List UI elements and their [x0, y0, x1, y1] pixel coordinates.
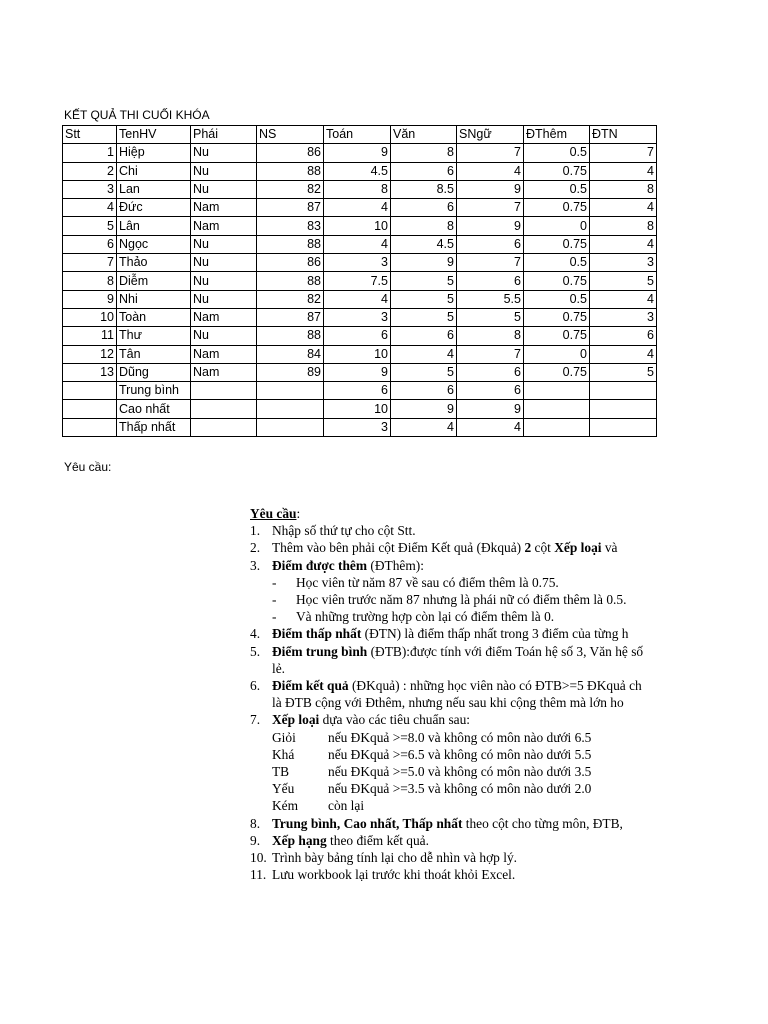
table-cell[interactable]: 5	[391, 290, 457, 308]
requirement-line	[250, 677, 657, 694]
grade-name: TB	[272, 764, 290, 780]
table-cell[interactable]: 4	[590, 235, 657, 253]
table-cell[interactable]: 0.75	[524, 235, 590, 253]
table-cell[interactable]: 6	[391, 199, 457, 217]
summary-cell-toan[interactable]: 10	[324, 400, 391, 418]
table-cell[interactable]: 82	[257, 180, 324, 198]
requirement-line	[250, 660, 657, 677]
table-cell[interactable]: 9	[457, 180, 524, 198]
table-cell[interactable]: 8	[457, 327, 524, 345]
summary-cell-empty[interactable]	[524, 382, 590, 400]
table-row	[63, 290, 657, 308]
table-cell[interactable]: 3	[590, 254, 657, 272]
requirement-line	[250, 763, 657, 780]
table-cell[interactable]: Diễm	[117, 272, 191, 290]
grade-name: Giỏi	[272, 729, 296, 745]
summary-cell-empty[interactable]	[63, 382, 117, 400]
table-cell[interactable]: 10	[324, 345, 391, 363]
requirement-dash: -	[272, 609, 277, 625]
requirement-text: và	[601, 540, 618, 556]
table-cell[interactable]: 8	[324, 180, 391, 198]
requirement-line	[250, 557, 657, 574]
requirement-line	[250, 591, 657, 608]
table-cell[interactable]: Lân	[117, 217, 191, 235]
table-cell[interactable]: Nu	[191, 180, 257, 198]
table-cell[interactable]: 7	[63, 254, 117, 272]
table-cell[interactable]: 13	[63, 363, 117, 381]
table-cell[interactable]: 5	[590, 363, 657, 381]
table-cell[interactable]: Hiệp	[117, 144, 191, 162]
table-row	[63, 272, 657, 290]
requirement-number: 1.	[250, 523, 261, 539]
table-cell[interactable]: 8.5	[391, 180, 457, 198]
table-cell[interactable]: 6	[457, 363, 524, 381]
header-van[interactable]: Văn	[391, 126, 457, 144]
table-cell[interactable]: 6	[590, 327, 657, 345]
table-cell[interactable]: 8	[391, 217, 457, 235]
requirements-heading-colon: :	[296, 506, 301, 521]
requirement-text: theo điểm kết quả.	[326, 832, 429, 848]
table-cell[interactable]: 10	[63, 308, 117, 326]
table-cell[interactable]: 9	[63, 290, 117, 308]
table-row	[63, 363, 657, 381]
requirement-number: 8.	[250, 815, 261, 831]
requirement-text: Lưu workbook lại trước khi thoát khỏi Excel.	[272, 867, 516, 883]
table-cell[interactable]: 7	[457, 199, 524, 217]
table-cell[interactable]: 5	[391, 272, 457, 290]
results-table	[62, 125, 657, 437]
table-cell[interactable]: 0.5	[524, 290, 590, 308]
table-cell[interactable]: 10	[324, 217, 391, 235]
table-cell[interactable]: Nhi	[117, 290, 191, 308]
table-row	[63, 308, 657, 326]
requirement-bold-text: Xếp hạng	[272, 832, 327, 848]
requirement-text: Học viên từ năm 87 về sau có điểm thêm là 0.75.	[296, 574, 559, 590]
table-cell[interactable]: 6	[391, 162, 457, 180]
header-stt[interactable]: Stt	[63, 126, 117, 144]
table-cell[interactable]: 4	[63, 199, 117, 217]
table-cell[interactable]: 4	[590, 345, 657, 363]
requirement-bold-text: 2	[524, 540, 532, 556]
summary-cell-van[interactable]: 4	[391, 418, 457, 436]
summary-cell-empty[interactable]	[257, 418, 324, 436]
table-row	[63, 254, 657, 272]
table-cell[interactable]: 4	[457, 162, 524, 180]
table-cell[interactable]: 12	[63, 345, 117, 363]
summary-cell-label[interactable]: Trung bình	[117, 382, 191, 400]
table-cell[interactable]: 9	[324, 144, 391, 162]
table-cell[interactable]: Toàn	[117, 308, 191, 326]
summary-cell-empty[interactable]	[63, 400, 117, 418]
table-cell[interactable]: 87	[257, 308, 324, 326]
table-cell[interactable]: 5.5	[457, 290, 524, 308]
requirement-line	[250, 608, 657, 625]
header-toan[interactable]: Toán	[324, 126, 391, 144]
summary-cell-van[interactable]: 9	[391, 400, 457, 418]
table-cell[interactable]: 6	[324, 327, 391, 345]
requirement-line	[250, 797, 657, 814]
grade-name: Kém	[272, 798, 299, 814]
table-body	[63, 144, 657, 382]
grade-name: Yếu	[272, 781, 295, 797]
table-cell[interactable]: Nam	[191, 308, 257, 326]
header-sngu[interactable]: SNgữ	[457, 126, 524, 144]
requirement-number: 2.	[250, 540, 261, 556]
requirement-line	[250, 574, 657, 591]
header-phai[interactable]: Phái	[191, 126, 257, 144]
table-cell[interactable]: 8	[63, 272, 117, 290]
table-cell[interactable]: 88	[257, 162, 324, 180]
table-cell[interactable]: Dũng	[117, 363, 191, 381]
table-cell[interactable]: 6	[457, 272, 524, 290]
requirement-number: 9.	[250, 832, 261, 848]
table-cell[interactable]: 7	[457, 254, 524, 272]
table-cell[interactable]: 4	[590, 199, 657, 217]
table-cell[interactable]: 0	[524, 217, 590, 235]
table-cell[interactable]: 3	[324, 308, 391, 326]
header-tenhv[interactable]: TenHV	[117, 126, 191, 144]
table-row	[63, 144, 657, 162]
requirement-text: (ĐKquả) : những học viên nào có ĐTB>=5 ĐKquả ch	[348, 678, 642, 694]
requirement-line	[250, 729, 657, 746]
table-cell[interactable]: 88	[257, 327, 324, 345]
table-cell[interactable]: 2	[63, 162, 117, 180]
table-cell[interactable]: 86	[257, 144, 324, 162]
table-cell[interactable]: 11	[63, 327, 117, 345]
table-cell[interactable]: 3	[63, 180, 117, 198]
table-cell[interactable]: Nu	[191, 235, 257, 253]
table-row	[63, 235, 657, 253]
requirement-text: Trình bày bảng tính lại cho dễ nhìn và hợp lý.	[272, 850, 517, 866]
table-cell[interactable]: 0	[524, 345, 590, 363]
table-cell[interactable]: Nu	[191, 162, 257, 180]
summary-cell-toan[interactable]: 6	[324, 382, 391, 400]
table-cell[interactable]: 4.5	[324, 162, 391, 180]
summary-row	[63, 400, 657, 418]
table-cell[interactable]: 9	[457, 217, 524, 235]
requirement-line	[250, 522, 657, 539]
sheet-title: KẾT QUẢ THI CUỐI KHÓA	[64, 108, 210, 122]
table-cell[interactable]: 0.5	[524, 180, 590, 198]
summary-cell-empty[interactable]	[524, 400, 590, 418]
requirement-text: nếu ĐKquả >=8.0 và không có môn nào dưới 6.5	[328, 729, 592, 745]
table-cell[interactable]: Lan	[117, 180, 191, 198]
table-cell[interactable]: 1	[63, 144, 117, 162]
table-row	[63, 199, 657, 217]
table-cell[interactable]: 82	[257, 290, 324, 308]
table-cell[interactable]: 3	[324, 254, 391, 272]
requirement-text: nếu ĐKquả >=6.5 và không có môn nào dưới 5.5	[328, 746, 592, 762]
requirement-text: là ĐTB cộng với Đthêm, nhưng nếu sau khi cộng thêm mà lớn ho	[272, 695, 624, 711]
summary-cell-empty[interactable]	[524, 418, 590, 436]
requirement-line	[250, 832, 657, 849]
table-cell[interactable]: Nu	[191, 327, 257, 345]
requirement-text: nếu ĐKquả >=3.5 và không có môn nào dưới 2.0	[328, 781, 592, 797]
table-cell[interactable]: 83	[257, 217, 324, 235]
summary-cell-label[interactable]: Thấp nhất	[117, 418, 191, 436]
table-cell[interactable]: 7	[457, 345, 524, 363]
table-cell[interactable]: Đức	[117, 199, 191, 217]
summary-cell-sngu[interactable]: 6	[457, 382, 524, 400]
requirement-number: 4.	[250, 626, 261, 642]
summary-cell-label[interactable]: Cao nhất	[117, 400, 191, 418]
requirement-bold-text: Trung bình, Cao nhất, Thấp nhất	[272, 815, 463, 831]
summary-cell-empty[interactable]	[590, 400, 657, 418]
table-cell[interactable]: 88	[257, 235, 324, 253]
table-row	[63, 162, 657, 180]
requirements-heading: Yêu cầu	[250, 506, 297, 521]
requirement-line	[250, 866, 657, 883]
table-cell[interactable]: 0.5	[524, 144, 590, 162]
table-row	[63, 217, 657, 235]
table-cell[interactable]: 5	[391, 308, 457, 326]
summary-cell-van[interactable]: 6	[391, 382, 457, 400]
table-cell[interactable]: 8	[590, 217, 657, 235]
table-cell[interactable]: Nam	[191, 199, 257, 217]
requirement-text: Nhập số thứ tự cho cột Stt.	[272, 523, 416, 539]
table-cell[interactable]: 4	[324, 290, 391, 308]
table-cell[interactable]: 88	[257, 272, 324, 290]
table-cell[interactable]: 4	[391, 345, 457, 363]
table-cell[interactable]: 5	[63, 217, 117, 235]
requirement-bold-text: Điểm kết quả	[272, 678, 349, 694]
table-cell[interactable]: 87	[257, 199, 324, 217]
table-cell[interactable]: 9	[391, 254, 457, 272]
requirement-dash: -	[272, 592, 277, 608]
summary-row	[63, 382, 657, 400]
table-cell[interactable]: 4	[324, 199, 391, 217]
table-cell[interactable]: 5	[391, 363, 457, 381]
requirement-line	[250, 694, 657, 711]
table-cell[interactable]: 84	[257, 345, 324, 363]
requirement-text: lẻ.	[272, 660, 286, 676]
requirement-bold-text: Điểm trung bình	[272, 643, 368, 659]
requirement-text: Học viên trước năm 87 nhưng là phái nữ có điểm thêm là 0.5.	[296, 592, 627, 608]
table-cell[interactable]: 7.5	[324, 272, 391, 290]
requirement-line	[250, 625, 657, 642]
table-row	[63, 327, 657, 345]
requirement-text: cột	[531, 540, 555, 556]
table-cell[interactable]: Nu	[191, 254, 257, 272]
table-cell[interactable]: 5	[590, 272, 657, 290]
requirement-bold-text: Điểm được thêm	[272, 557, 368, 573]
grade-name: Khá	[272, 746, 295, 762]
table-cell[interactable]: 8	[391, 144, 457, 162]
summary-cell-toan[interactable]: 3	[324, 418, 391, 436]
requirement-text: nếu ĐKquả >=5.0 và không có môn nào dưới 3.5	[328, 764, 592, 780]
requirement-line	[250, 780, 657, 797]
table-cell[interactable]: 4.5	[391, 235, 457, 253]
table-cell[interactable]: 0.75	[524, 308, 590, 326]
requirements-box	[250, 505, 657, 883]
table-cell[interactable]: 4	[590, 162, 657, 180]
summary-cell-empty[interactable]	[63, 418, 117, 436]
requirement-text: theo cột cho từng môn, ĐTB,	[462, 815, 623, 831]
requirement-line	[250, 849, 657, 866]
requirement-line	[250, 711, 657, 728]
summary-cell-empty[interactable]	[590, 418, 657, 436]
requirement-bold-text: Xếp loại	[272, 712, 320, 728]
requirement-line	[250, 746, 657, 763]
requirement-text: dựa vào các tiêu chuẩn sau:	[319, 712, 471, 728]
header-dtn[interactable]: ĐTN	[590, 126, 657, 144]
requirement-text: còn lại	[328, 798, 365, 814]
table-cell[interactable]: Nam	[191, 363, 257, 381]
table-cell[interactable]: Nu	[191, 272, 257, 290]
requirement-number: 10.	[250, 850, 267, 866]
table-cell[interactable]: 9	[324, 363, 391, 381]
summary-cell-empty[interactable]	[191, 418, 257, 436]
table-cell[interactable]: 8	[590, 180, 657, 198]
yeu-cau-label: Yêu cầu:	[64, 460, 112, 474]
summary-cell-empty[interactable]	[191, 400, 257, 418]
requirement-number: 6.	[250, 678, 261, 694]
requirement-bold-text: Xếp loại	[554, 540, 602, 556]
table-row	[63, 180, 657, 198]
table-cell[interactable]: Ngọc	[117, 235, 191, 253]
summary-body	[63, 382, 657, 437]
table-cell[interactable]: 5	[457, 308, 524, 326]
table-cell[interactable]: Thảo	[117, 254, 191, 272]
table-cell[interactable]: 0.75	[524, 199, 590, 217]
table-cell[interactable]: 0.5	[524, 254, 590, 272]
requirement-line	[250, 539, 657, 556]
table-cell[interactable]: Nam	[191, 217, 257, 235]
requirement-number: 7.	[250, 712, 261, 728]
table-cell[interactable]: 6	[457, 235, 524, 253]
summary-row	[63, 418, 657, 436]
table-cell[interactable]: 0.75	[524, 272, 590, 290]
requirement-line	[250, 643, 657, 660]
table-cell[interactable]: 0.75	[524, 327, 590, 345]
summary-cell-sngu[interactable]: 9	[457, 400, 524, 418]
table-cell[interactable]: Tân	[117, 345, 191, 363]
summary-cell-empty[interactable]	[590, 382, 657, 400]
requirement-number: 5.	[250, 643, 261, 659]
table-cell[interactable]: 6	[391, 327, 457, 345]
summary-cell-empty[interactable]	[191, 382, 257, 400]
table-cell[interactable]: 4	[590, 290, 657, 308]
table-cell[interactable]: 0.75	[524, 162, 590, 180]
header-ns[interactable]: NS	[257, 126, 324, 144]
requirement-dash: -	[272, 574, 277, 590]
table-cell[interactable]: Chi	[117, 162, 191, 180]
table-cell[interactable]: 3	[590, 308, 657, 326]
table-cell[interactable]: 6	[63, 235, 117, 253]
header-dthem[interactable]: ĐThêm	[524, 126, 590, 144]
table-cell[interactable]: 4	[324, 235, 391, 253]
requirement-text: (ĐTB):được tính với điểm Toán hệ số 3, Văn hệ số	[367, 643, 644, 659]
table-row	[63, 345, 657, 363]
requirement-text: (ĐTN) là điểm thấp nhất trong 3 điểm của từng h	[361, 626, 629, 642]
summary-cell-empty[interactable]	[257, 382, 324, 400]
table-cell[interactable]: 0.75	[524, 363, 590, 381]
summary-cell-sngu[interactable]: 4	[457, 418, 524, 436]
table-cell[interactable]: 86	[257, 254, 324, 272]
requirement-bold-text: Điểm thấp nhất	[272, 626, 362, 642]
requirement-number: 11.	[250, 867, 267, 883]
summary-cell-empty[interactable]	[257, 400, 324, 418]
table-cell[interactable]: Thư	[117, 327, 191, 345]
table-cell[interactable]: 7	[590, 144, 657, 162]
requirement-text: (ĐThêm):	[367, 557, 424, 573]
table-cell[interactable]: Nam	[191, 345, 257, 363]
requirement-line	[250, 815, 657, 832]
requirement-number: 3.	[250, 557, 261, 573]
requirement-text: Thêm vào bên phải cột Điểm Kết quả (Đkquả)	[272, 540, 525, 556]
requirement-text: Và những trường hợp còn lại có điểm thêm là 0.	[296, 609, 555, 625]
table-cell[interactable]: Nu	[191, 290, 257, 308]
table-cell[interactable]: 89	[257, 363, 324, 381]
table-cell[interactable]: 7	[457, 144, 524, 162]
table-cell[interactable]: Nu	[191, 144, 257, 162]
header-row	[63, 126, 657, 144]
